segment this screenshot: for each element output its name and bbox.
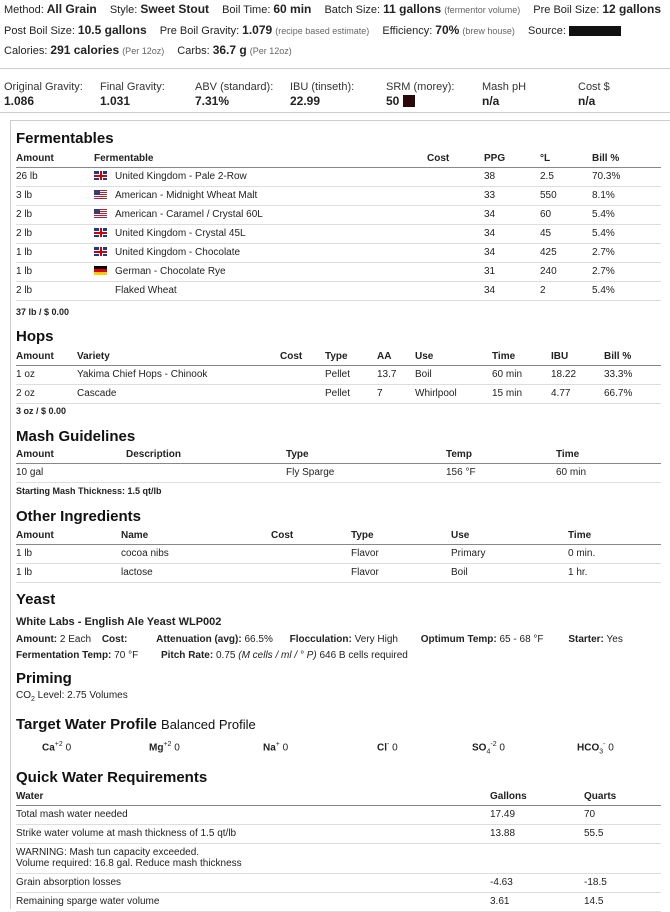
fermentable-cell — [94, 186, 427, 205]
amount-cell: 3 lb — [16, 186, 94, 205]
yeast-ferm-temp-label: Fermentation Temp: — [16, 650, 112, 661]
water-label: Grain absorption losses — [16, 877, 122, 888]
amount-cell: 2 oz — [16, 384, 77, 403]
yeast-details-row-1 — [16, 634, 623, 645]
efficiency-value: 70% — [435, 23, 460, 37]
fermentable-cell — [94, 205, 427, 224]
co2-sub: 2 — [31, 696, 35, 703]
stat-label: SRM (morey): — [386, 81, 455, 93]
col-header: Amount — [16, 446, 126, 463]
table-row — [16, 186, 661, 205]
yeast-name: White Labs - English Ale Yeast WLP002 — [16, 616, 222, 628]
stat-value: 7.31% — [195, 94, 230, 108]
quick-water-body — [16, 805, 661, 911]
yeast-attenuation-label: Attenuation (avg): — [156, 634, 242, 645]
efficiency-label: Efficiency: — [382, 25, 433, 37]
yeast-heading: Yeast — [16, 591, 56, 608]
yeast-attenuation: 66.5% — [244, 634, 273, 645]
stat-value: 1.086 — [4, 94, 35, 108]
boil-time-label: Boil Time: — [222, 4, 271, 16]
ion-na — [263, 741, 288, 753]
temp-cell: 156 °F — [446, 463, 556, 482]
water-profile-subtitle: Balanced Profile — [161, 717, 256, 732]
cost-cell — [427, 224, 484, 243]
name-cell: cocoa nibs — [121, 544, 271, 563]
stat-value: n/a — [482, 94, 500, 108]
fermentable-name: German - Chocolate Rye — [115, 266, 226, 277]
yeast-opt-temp-label: Optimum Temp: — [420, 634, 497, 645]
style-label: Style: — [109, 4, 138, 16]
use-cell: Primary — [451, 544, 568, 563]
stats-bar — [0, 68, 670, 113]
priming-heading: Priming — [16, 670, 72, 687]
yeast-details-row-2 — [16, 650, 408, 661]
col-header: PPG — [484, 150, 540, 167]
recipe-meta-row-3 — [4, 44, 666, 58]
table-row — [16, 892, 661, 911]
recipe-detail-panel — [10, 120, 670, 909]
cost-cell — [271, 563, 351, 582]
table-row — [16, 544, 661, 563]
quarts-cell: 14.5 — [584, 892, 661, 911]
amount-cell: 1 lb — [16, 563, 121, 582]
variety-cell: Yakima Chief Hops - Chinook — [77, 365, 280, 384]
time-cell: 60 min — [556, 463, 661, 482]
bill-cell: 5.4% — [592, 224, 661, 243]
quick-water-heading: Quick Water Requirements — [16, 769, 208, 786]
lovibond-cell: 2.5 — [540, 167, 592, 186]
col-header: Type — [286, 446, 446, 463]
yeast-cost-label: Cost: — [101, 634, 128, 645]
col-header: Name — [121, 527, 271, 544]
col-header: Type — [325, 348, 377, 365]
table-row — [16, 805, 661, 824]
fermentable-cell — [94, 281, 427, 300]
mash-heading: Mash Guidelines — [16, 428, 136, 445]
stat-ibu — [290, 81, 354, 108]
recipe-meta-row-1 — [4, 3, 666, 17]
ion-value: 0 — [65, 742, 72, 754]
carbs-label: Carbs: — [177, 45, 210, 57]
use-cell: Boil — [415, 365, 492, 384]
fermentable-name: United Kingdom - Chocolate — [115, 247, 241, 258]
ion-so4 — [472, 741, 505, 755]
bill-cell: 66.7% — [604, 384, 661, 403]
ppg-cell: 34 — [484, 224, 540, 243]
col-header: Use — [415, 348, 492, 365]
batch-size-label: Batch Size: — [324, 4, 381, 16]
pre-boil-gravity-note: (recipe based estimate) — [275, 26, 370, 36]
flag-us-icon — [94, 190, 107, 199]
yeast-starter: Yes — [606, 634, 623, 645]
gallons-cell: -4.63 — [490, 873, 584, 892]
ion-symbol: Cl — [377, 742, 387, 754]
fermentable-name: Flaked Wheat — [115, 285, 177, 296]
type-cell: Pellet — [325, 365, 377, 384]
batch-size-value: 11 gallons — [383, 2, 442, 16]
water-label-cell — [16, 892, 490, 911]
ion-value: 0 — [392, 742, 398, 754]
stat-fg — [100, 81, 165, 108]
yeast-pitch-label: Pitch Rate: — [160, 650, 214, 661]
type-cell: Fly Sparge — [286, 463, 446, 482]
stat-og — [4, 81, 83, 108]
fermentable-name: United Kingdom - Pale 2-Row — [115, 171, 247, 182]
ion-mg — [149, 741, 180, 753]
srm-color-swatch — [403, 95, 415, 107]
ibu-cell: 4.77 — [551, 384, 604, 403]
method-value: All Grain — [46, 2, 97, 16]
water-profile-heading — [16, 716, 256, 734]
ppg-cell: 33 — [484, 186, 540, 205]
fermentable-name: American - Caramel / Crystal 60L — [115, 209, 263, 220]
hops-table — [16, 348, 661, 404]
cost-cell — [427, 243, 484, 262]
yeast-pitch-value: 0.75 — [215, 650, 236, 661]
stat-label: Mash pH — [482, 81, 527, 93]
lovibond-cell: 425 — [540, 243, 592, 262]
col-header: Amount — [16, 150, 94, 167]
yeast-starter-label: Starter: — [568, 634, 604, 645]
mash-body — [16, 463, 661, 482]
yeast-ferm-temp: 70 °F — [114, 650, 139, 661]
water-label-line-2: Volume required: 16.8 gal. Reduce mash thickness — [16, 858, 242, 869]
style-value: Sweet Stout — [140, 2, 210, 16]
recipe-meta-row-2 — [4, 24, 666, 38]
table-row — [16, 384, 661, 403]
quick-water-table — [16, 788, 661, 912]
bill-cell: 2.7% — [592, 262, 661, 281]
yeast-pitch-units: (M cells / ml / ° P) — [238, 650, 317, 661]
stat-mash-ph — [482, 81, 526, 108]
fermentable-name: American - Midnight Wheat Malt — [115, 190, 258, 201]
source-label: Source: — [527, 25, 566, 37]
cost-cell — [280, 384, 325, 403]
flag-uk-icon — [94, 171, 107, 180]
lovibond-cell: 2 — [540, 281, 592, 300]
stat-value: 50 — [386, 94, 400, 108]
carbs-note: (Per 12oz) — [249, 46, 292, 56]
co2-level — [16, 690, 128, 703]
yeast-amount: 2 Each — [59, 634, 92, 645]
lovibond-cell: 550 — [540, 186, 592, 205]
ion-value: 0 — [499, 742, 505, 754]
lovibond-cell: 60 — [540, 205, 592, 224]
col-header: Variety — [77, 348, 280, 365]
type-cell: Flavor — [351, 544, 451, 563]
fermentables-heading: Fermentables — [16, 130, 114, 147]
ion-charge: - — [603, 741, 606, 748]
ppg-cell: 31 — [484, 262, 540, 281]
cost-cell — [427, 281, 484, 300]
amount-cell: 2 lb — [16, 205, 94, 224]
yeast-flocculation: Very High — [354, 634, 398, 645]
gallons-cell: 3.61 — [490, 892, 584, 911]
ibu-cell: 18.22 — [551, 365, 604, 384]
stat-value: n/a — [578, 94, 596, 108]
amount-cell: 1 oz — [16, 365, 77, 384]
yeast-amount-label: Amount: — [16, 634, 58, 645]
water-label: Strike water volume at mash thickness of 1.5 qt/lb — [16, 828, 237, 839]
cost-cell — [427, 186, 484, 205]
ion-charge: +2 — [163, 741, 172, 748]
description-cell — [126, 463, 286, 482]
col-header: Time — [556, 446, 661, 463]
gallons-cell — [490, 843, 584, 873]
col-header: AA — [377, 348, 415, 365]
bill-cell: 70.3% — [592, 167, 661, 186]
amount-cell: 10 gal — [16, 463, 126, 482]
col-header: Water — [16, 788, 490, 805]
stat-label: ABV (standard): — [195, 81, 274, 93]
variety-cell: Cascade — [77, 384, 280, 403]
fermentable-cell — [94, 224, 427, 243]
amount-cell: 1 lb — [16, 243, 94, 262]
col-header: Bill % — [604, 348, 661, 365]
ion-value: 0 — [608, 742, 614, 754]
hops-heading: Hops — [16, 328, 54, 345]
table-row — [16, 167, 661, 186]
boil-time-value: 60 min — [273, 2, 312, 16]
ion-cl — [377, 741, 398, 753]
water-label: WARNING: Mash tun capacity exceeded. — [16, 847, 200, 858]
co2-label: CO — [16, 690, 31, 701]
other-ingredients-body — [16, 544, 661, 582]
ion-value: 0 — [282, 742, 289, 754]
col-header: Amount — [16, 348, 77, 365]
yeast-flocculation-label: Flocculation: — [289, 634, 352, 645]
col-header: Fermentable — [94, 150, 427, 167]
water-label-cell — [16, 843, 490, 873]
mash-table — [16, 446, 661, 483]
water-label-cell — [16, 805, 490, 824]
stat-cost — [578, 81, 610, 108]
col-header: Description — [126, 446, 286, 463]
amount-cell: 1 lb — [16, 544, 121, 563]
method-label: Method: — [4, 4, 44, 16]
cost-cell — [427, 167, 484, 186]
quarts-cell: -18.5 — [584, 873, 661, 892]
flag-us-icon — [94, 209, 107, 218]
gallons-cell: 13.88 — [490, 824, 584, 843]
pre-boil-gravity-label: Pre Boil Gravity: — [159, 25, 240, 37]
ion-hco3 — [577, 741, 614, 755]
col-header: Amount — [16, 527, 121, 544]
col-header: Cost — [427, 150, 484, 167]
bill-cell: 5.4% — [592, 205, 661, 224]
type-cell: Pellet — [325, 384, 377, 403]
water-label-cell — [16, 824, 490, 843]
stat-value: 22.99 — [290, 94, 321, 108]
col-header: Type — [351, 527, 451, 544]
ppg-cell: 34 — [484, 281, 540, 300]
ppg-cell: 38 — [484, 167, 540, 186]
table-row — [16, 205, 661, 224]
aa-cell: 13.7 — [377, 365, 415, 384]
amount-cell: 2 lb — [16, 224, 94, 243]
stat-label: Original Gravity: — [4, 81, 83, 93]
col-header: °L — [540, 150, 592, 167]
ppg-cell: 34 — [484, 205, 540, 224]
quarts-cell: 70 — [584, 805, 661, 824]
calories-label: Calories: — [4, 45, 48, 57]
bill-cell: 5.4% — [592, 281, 661, 300]
other-ingredients-table — [16, 527, 661, 583]
calories-value: 291 calories — [50, 43, 120, 57]
water-label: Remaining sparge water volume — [16, 896, 160, 907]
fermentable-cell — [94, 262, 427, 281]
table-row — [16, 843, 661, 873]
flag-de-icon — [94, 266, 107, 275]
flag-uk-icon — [94, 228, 107, 237]
time-cell: 0 min. — [568, 544, 661, 563]
ion-ca — [42, 741, 71, 753]
ion-symbol: Ca — [42, 742, 55, 754]
table-row — [16, 281, 661, 300]
use-cell: Whirlpool — [415, 384, 492, 403]
fermentables-total: 37 lb / $ 0.00 — [16, 307, 70, 317]
post-boil-label: Post Boil Size: — [4, 25, 75, 37]
col-header: Cost — [271, 527, 351, 544]
water-label: Total mash water needed — [16, 809, 128, 820]
col-header: Temp — [446, 446, 556, 463]
hops-body — [16, 365, 661, 403]
ion-symbol: Mg — [149, 742, 164, 754]
yeast-pitch-cells: 646 B cells required — [319, 650, 408, 661]
table-row — [16, 224, 661, 243]
ion-subscript: 4 — [486, 748, 491, 756]
ion-symbol: Na — [263, 742, 276, 754]
table-row — [16, 873, 661, 892]
col-header: Use — [451, 527, 568, 544]
amount-cell: 26 lb — [16, 167, 94, 186]
bill-cell: 33.3% — [604, 365, 661, 384]
table-row — [16, 563, 661, 582]
ion-charge: -2 — [490, 741, 497, 748]
flag-uk-icon — [94, 247, 107, 256]
col-header: IBU — [551, 348, 604, 365]
source-redacted — [569, 26, 621, 36]
cost-cell — [427, 205, 484, 224]
co2-value: Level: 2.75 Volumes — [34, 690, 128, 701]
lovibond-cell: 45 — [540, 224, 592, 243]
water-label-cell — [16, 873, 490, 892]
mash-thickness: Starting Mash Thickness: 1.5 qt/lb — [16, 486, 162, 496]
yeast-opt-temp: 65 - 68 °F — [499, 634, 544, 645]
col-header: Cost — [280, 348, 325, 365]
ion-subscript: 3 — [599, 748, 604, 756]
table-row — [16, 365, 661, 384]
ion-symbol: SO — [472, 742, 487, 754]
table-row — [16, 824, 661, 843]
table-row — [16, 262, 661, 281]
stat-value: 1.031 — [100, 94, 131, 108]
amount-cell: 1 lb — [16, 262, 94, 281]
batch-size-note: (fermentor volume) — [444, 5, 521, 15]
stat-label: Final Gravity: — [100, 81, 165, 93]
ion-charge: + — [275, 741, 280, 748]
fermentable-name: United Kingdom - Crystal 45L — [115, 228, 246, 239]
lovibond-cell: 240 — [540, 262, 592, 281]
post-boil-value: 10.5 gallons — [77, 23, 147, 37]
pre-boil-size-value: 12 gallons — [602, 2, 661, 16]
bill-cell: 2.7% — [592, 243, 661, 262]
bill-cell: 8.1% — [592, 186, 661, 205]
fermentables-table — [16, 150, 661, 301]
amount-cell: 2 lb — [16, 281, 94, 300]
col-header: Quarts — [584, 788, 661, 805]
stat-abv — [195, 81, 273, 108]
type-cell: Flavor — [351, 563, 451, 582]
ion-charge: +2 — [54, 741, 63, 748]
fermentable-cell — [94, 243, 427, 262]
pre-boil-size-label: Pre Boil Size: — [533, 4, 600, 16]
table-row — [16, 463, 661, 482]
stat-srm — [386, 81, 454, 108]
col-header: Time — [568, 527, 661, 544]
calories-note: (Per 12oz) — [122, 46, 165, 56]
time-cell: 1 hr. — [568, 563, 661, 582]
ion-value: 0 — [174, 742, 180, 754]
ion-symbol: HCO — [577, 742, 600, 754]
ion-charge: - — [387, 741, 390, 748]
gallons-cell: 17.49 — [490, 805, 584, 824]
stat-label: Cost $ — [578, 81, 610, 93]
time-cell: 15 min — [492, 384, 551, 403]
cost-cell — [280, 365, 325, 384]
fermentables-body — [16, 167, 661, 300]
hops-total: 3 oz / $ 0.00 — [16, 406, 67, 416]
col-header: Time — [492, 348, 551, 365]
aa-cell: 7 — [377, 384, 415, 403]
pre-boil-gravity-value: 1.079 — [242, 23, 273, 37]
fermentable-cell — [94, 167, 427, 186]
use-cell: Boil — [451, 563, 568, 582]
carbs-value: 36.7 g — [212, 43, 247, 57]
other-ingredients-heading: Other Ingredients — [16, 508, 142, 525]
col-header: Bill % — [592, 150, 661, 167]
ppg-cell: 34 — [484, 243, 540, 262]
col-header: Gallons — [490, 788, 584, 805]
quarts-cell: 55.5 — [584, 824, 661, 843]
water-profile-title: Target Water Profile — [16, 716, 157, 733]
table-row — [16, 243, 661, 262]
time-cell: 60 min — [492, 365, 551, 384]
cost-cell — [427, 262, 484, 281]
name-cell: lactose — [121, 563, 271, 582]
stat-label: IBU (tinseth): — [290, 81, 355, 93]
quarts-cell — [584, 843, 661, 873]
cost-cell — [271, 544, 351, 563]
efficiency-note: (brew house) — [462, 26, 515, 36]
